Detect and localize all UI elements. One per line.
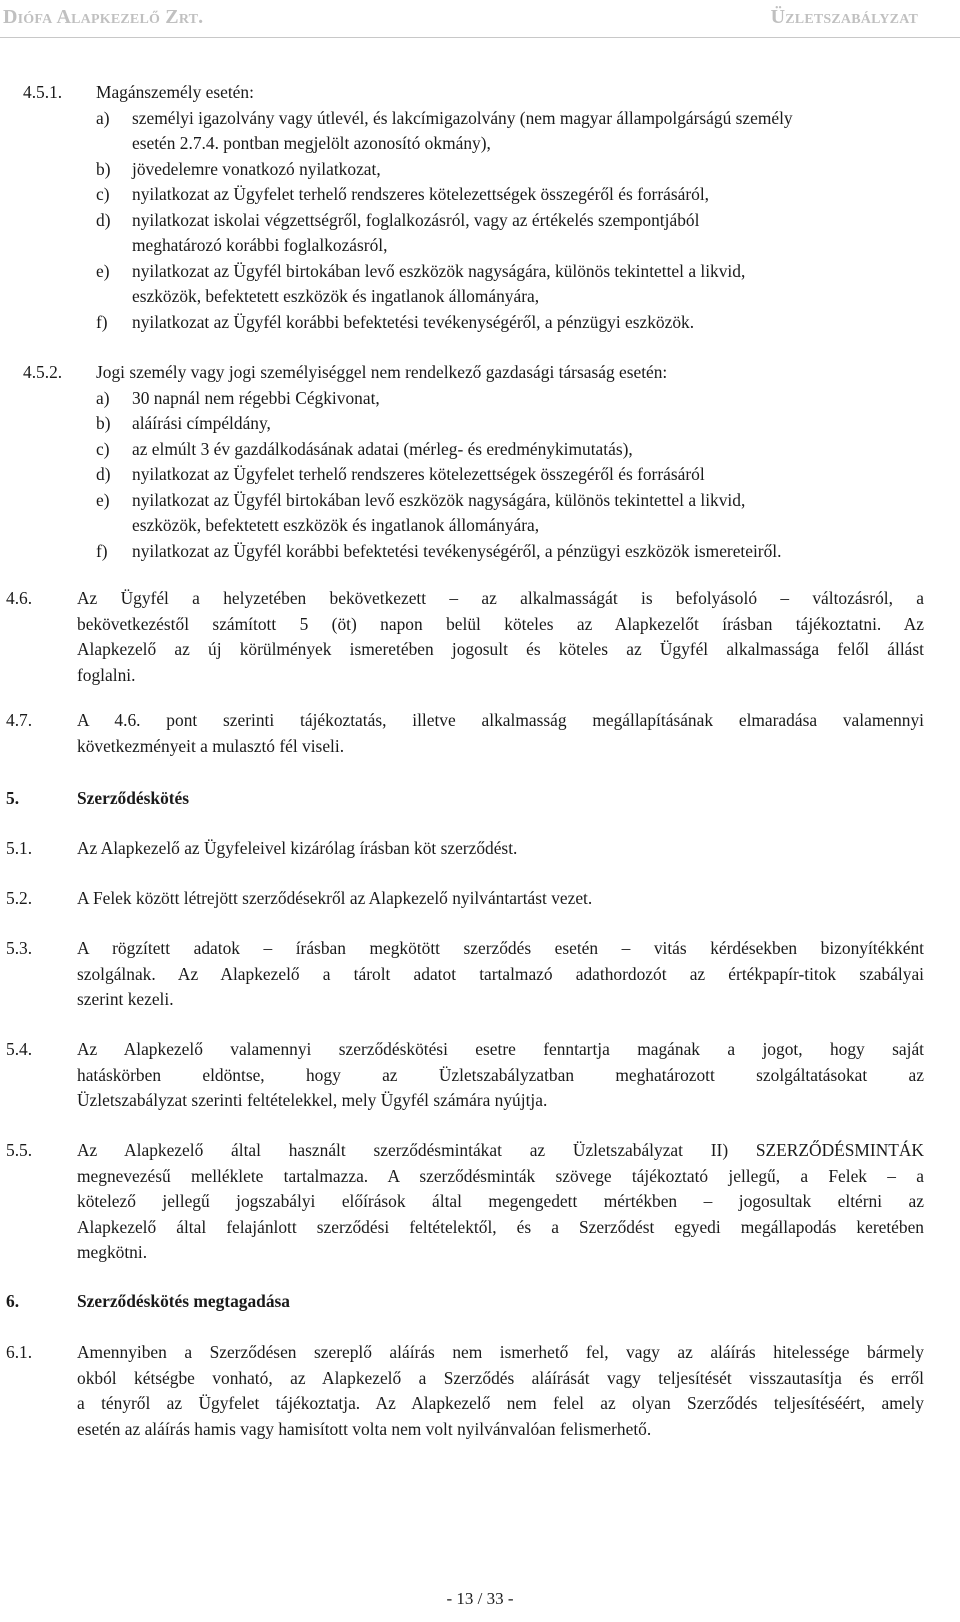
paragraph-line: a tényről az Ügyfelet tájékoztatja. Az Alapkezelő nem felel az olyan Szerződés teljesítéséért, amely bbox=[77, 1393, 924, 1413]
list-item-text: esetén 2.7.4. pontban megjelölt azonosító okmány), bbox=[132, 133, 491, 153]
paragraph-line: foglalni. bbox=[77, 664, 136, 685]
paragraph-line: következményeit a mulasztó fél viseli. bbox=[77, 735, 345, 756]
paragraph-line: hatáskörben eldöntse, hogy az Üzletszabályzatban meghatározott szolgáltatásokat az bbox=[77, 1064, 924, 1085]
header-document-title: Üzletszabályzat bbox=[770, 6, 918, 28]
subsection-title: Jogi személy vagy jogi személyiséggel nem rendelkező gazdasági társaság esetén: bbox=[96, 362, 668, 382]
paragraph-line: kötelező jellegű jogszabályi előírások által megengedett mértékben – jogosultak eltérni az bbox=[77, 1191, 924, 1211]
list-item-label: f) bbox=[96, 540, 108, 561]
list-item-label: b) bbox=[96, 413, 111, 433]
paragraph-line: okból kétségbe vonható, az Alapkezelő a Szerződés aláírását vagy teljesítését visszautasítja és erről bbox=[77, 1367, 924, 1388]
list-item-text: nyilatkozat az Ügyfél korábbi befektetési tevékenységéről, a pénzügyi eszközök ismereteiről. bbox=[132, 540, 782, 561]
subsection-title: Magánszemély esetén: bbox=[96, 82, 254, 102]
page-number: - 13 / 33 - bbox=[446, 1589, 514, 1608]
section-heading: Szerződéskötés megtagadása bbox=[77, 1291, 291, 1311]
list-item-label: a) bbox=[96, 107, 110, 128]
header-rule bbox=[0, 37, 960, 38]
list-item-text: az elmúlt 3 év gazdálkodásának adatai (mérleg- és eredménykimutatás), bbox=[132, 438, 633, 459]
paragraph-number: 5.1. bbox=[6, 838, 33, 858]
paragraph-number: 4.7. bbox=[6, 710, 33, 730]
paragraph-line: Az Alapkezelő által használt szerződésmintákat az Üzletszabályzat II) SZERZŐDÉSMINTÁK bbox=[77, 1140, 924, 1160]
header-company: Diófa Alapkezelő Zrt. bbox=[3, 6, 204, 28]
paragraph-number: 5.3. bbox=[6, 938, 33, 958]
paragraph-line: Alapkezelő az új körülmények ismeretében jogosult és köteles az Ügyfél alkalmassága felől állást bbox=[77, 639, 924, 659]
paragraph-number: 5.4. bbox=[6, 1039, 33, 1059]
paragraph-number: 6.1. bbox=[6, 1342, 33, 1362]
paragraph-line: A 4.6. pont szerinti tájékoztatás, illetve alkalmasság megállapításának elmaradása valamennyi bbox=[77, 710, 924, 730]
list-item-label: d) bbox=[96, 209, 111, 230]
list-item-text: személyi igazolvány vagy útlevél, és lakcímigazolvány (nem magyar állampolgárságú személy bbox=[132, 107, 793, 128]
list-item-text: nyilatkozat az Ügyfelet terhelő rendszeres kötelezettségek összegéről és forrásáról, bbox=[132, 184, 710, 204]
paragraph-line: megnevezésű melléklete tartalmazza. A szerződésminták szövege tájékoztató jellegű, a Felek – a bbox=[77, 1165, 924, 1186]
paragraph-line: szolgálnak. Az Alapkezelő a tárolt adatot tartalmazó adathordozót az értékpapír-titok szabályai bbox=[77, 963, 924, 984]
list-item-label: e) bbox=[96, 260, 110, 281]
paragraph-line: Az Alapkezelő az Ügyfeleivel kizárólag írásban köt szerződést. bbox=[77, 838, 518, 858]
list-item-text: nyilatkozat az Ügyfél korábbi befektetési tevékenységéről, a pénzügyi eszközök. bbox=[132, 311, 695, 332]
paragraph-line: A rögzített adatok – írásban megkötött szerződés esetén – vitás kérdésekben bizonyítékként bbox=[77, 938, 924, 958]
section-number: 6. bbox=[6, 1291, 20, 1311]
list-item-label: c) bbox=[96, 438, 110, 459]
list-item-text: eszközök, befektetett eszközök és ingatlanok állományára, bbox=[132, 286, 540, 306]
list-item-text: nyilatkozat az Ügyfél birtokában levő eszközök nagyságára, különös tekintettel a likvid, bbox=[132, 489, 746, 510]
list-item-text: aláírási címpéldány, bbox=[132, 413, 271, 433]
paragraph-line: A Felek között létrejött szerződésekről az Alapkezelő nyilvántartást vezet. bbox=[77, 888, 593, 908]
list-item-label: a) bbox=[96, 387, 110, 408]
page-header bbox=[0, 0, 960, 40]
list-item-text: nyilatkozat iskolai végzettségről, foglalkozásról, vagy az értékelés szempontjából bbox=[132, 209, 700, 230]
list-item-label: d) bbox=[96, 464, 111, 484]
list-item-label: c) bbox=[96, 184, 110, 204]
paragraph-number: 4.6. bbox=[6, 588, 33, 608]
paragraph-line: bekövetkezéstől számított 5 (öt) napon belül köteles az Alapkezelőt írásban tájékoztatni. Az bbox=[77, 613, 924, 634]
paragraph-line: Az Ügyfél a helyzetében bekövetkezett – az alkalmasságát is befolyásoló – változásról, a bbox=[77, 588, 924, 608]
list-item-label: e) bbox=[96, 489, 110, 510]
subsection-number: 4.5.2. bbox=[23, 362, 63, 382]
list-item-text: eszközök, befektetett eszközök és ingatlanok állományára, bbox=[132, 515, 540, 535]
list-item-label: b) bbox=[96, 158, 111, 179]
paragraph-line: Az Alapkezelő valamennyi szerződéskötési esetre fenntartja magának a jogot, hogy saját bbox=[77, 1039, 924, 1059]
section-number: 5. bbox=[6, 788, 20, 808]
paragraph-line: Üzletszabályzat szerinti feltételekkel, mely Ügyfél számára nyújtja. bbox=[77, 1090, 548, 1110]
list-item-text: 30 napnál nem régebbi Cégkivonat, bbox=[132, 387, 380, 408]
list-item-text: meghatározó korábbi foglalkozásról, bbox=[132, 235, 388, 255]
list-item-label: f) bbox=[96, 311, 108, 332]
list-item-text: nyilatkozat az Ügyfelet terhelő rendszeres kötelezettségek összegéről és forrásáról bbox=[132, 464, 705, 484]
subsection-number: 4.5.1. bbox=[23, 82, 63, 102]
list-item-text: nyilatkozat az Ügyfél birtokában levő eszközök nagyságára, különös tekintettel a likvid, bbox=[132, 260, 746, 281]
paragraph-line: megkötni. bbox=[77, 1242, 148, 1262]
paragraph-line: Amennyiben a Szerződésen szereplő aláírás nem ismerhető fel, vagy az aláírás hitelessége bármely bbox=[77, 1342, 924, 1362]
list-item-text: jövedelemre vonatkozó nyilatkozat, bbox=[132, 158, 381, 179]
paragraph-line: Alapkezelő által felajánlott szerződési feltételektől, és a Szerződést egyedi megállapodás keretében bbox=[77, 1216, 924, 1237]
section-heading: Szerződéskötés bbox=[77, 788, 190, 808]
paragraph-line: szerint kezeli. bbox=[77, 989, 174, 1009]
paragraph-number: 5.2. bbox=[6, 888, 33, 908]
paragraph-line: esetén az aláírás hamis vagy hamisított volta nem volt nyilvánvalóan felismerhető. bbox=[77, 1418, 652, 1439]
paragraph-number: 5.5. bbox=[6, 1140, 33, 1160]
